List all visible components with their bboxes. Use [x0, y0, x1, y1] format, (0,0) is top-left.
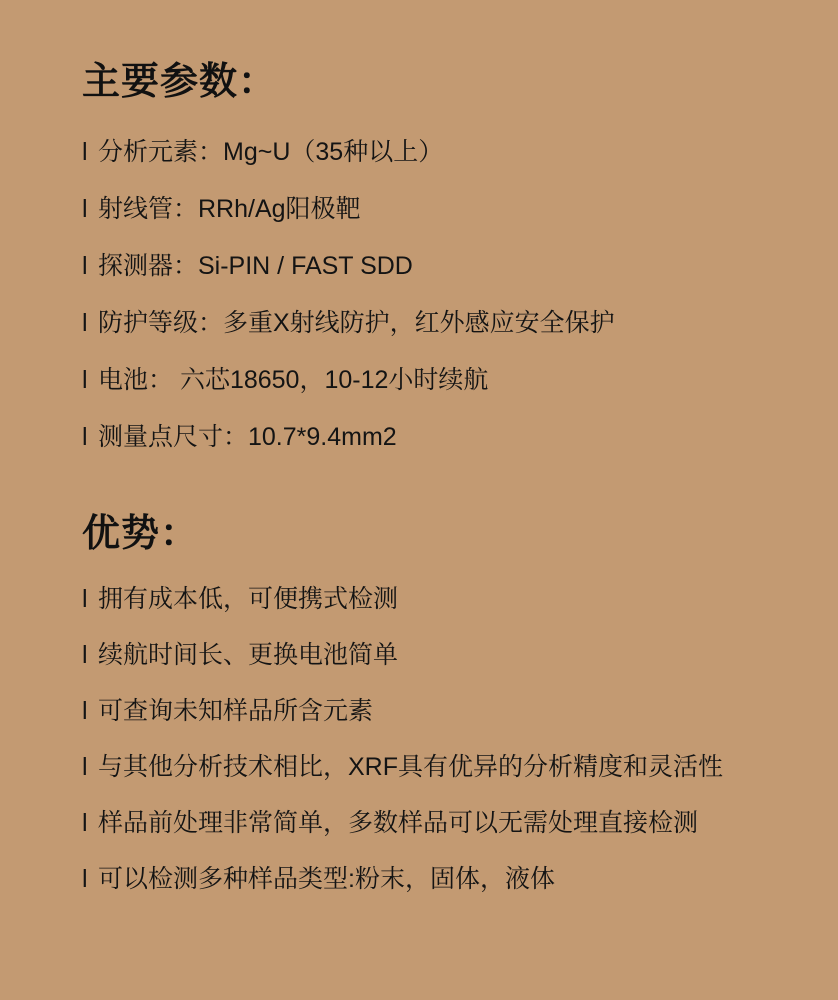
list-item — [82, 137, 778, 166]
bullet-marker-icon: l — [82, 809, 88, 838]
bullet-marker-icon: l — [82, 137, 88, 166]
list-item — [82, 587, 778, 612]
list-item-text: 分析元素：Mg~U（35种以上） — [98, 137, 444, 166]
list-item-text: 探测器：Si-PIN / FAST SDD — [98, 251, 413, 280]
list-item — [82, 308, 778, 337]
list-item-text: 电池： 六芯18650，10-12小时续航 — [98, 365, 489, 394]
list-item — [82, 251, 778, 280]
bullet-marker-icon: l — [82, 585, 88, 614]
list-item-text: 样品前处理非常简单，多数样品可以无需处理直接检测 — [98, 809, 699, 838]
list-item-text: 可查询未知样品所含元素 — [98, 697, 374, 726]
list-item-text: 可以检测多种样品类型:粉末，固体，液体 — [98, 865, 555, 894]
bullet-marker-icon: l — [82, 641, 88, 670]
bullet-marker-icon: l — [82, 697, 88, 726]
list-item — [82, 422, 778, 451]
list-item-text: 拥有成本低，可便携式检测 — [98, 585, 399, 614]
parameters-list — [82, 137, 778, 451]
list-item-text: 射线管：RRh/Ag阳极靶 — [98, 194, 361, 223]
bullet-marker-icon: l — [82, 422, 88, 451]
list-item-text: 与其他分析技术相比，XRF具有优异的分析精度和灵活性 — [98, 753, 724, 782]
list-item — [82, 755, 778, 780]
list-item — [82, 867, 778, 892]
list-item — [82, 194, 778, 223]
section-title-advantages: 优势： — [82, 512, 200, 555]
bullet-marker-icon: l — [82, 753, 88, 782]
bullet-marker-icon: l — [82, 865, 88, 894]
list-item — [82, 365, 778, 394]
list-item — [82, 699, 778, 724]
bullet-marker-icon: l — [82, 308, 88, 337]
list-item-text: 防护等级：多重X射线防护，红外感应安全保护 — [98, 308, 615, 337]
bullet-marker-icon: l — [82, 365, 88, 394]
bullet-marker-icon: l — [82, 251, 88, 280]
list-item — [82, 643, 778, 668]
list-item — [82, 811, 778, 836]
bullet-marker-icon: l — [82, 194, 88, 223]
list-item-text: 续航时间长、更换电池简单 — [98, 641, 399, 670]
section-title-parameters: 主要参数： — [82, 61, 278, 103]
list-item-text: 测量点尺寸：10.7*9.4mm2 — [98, 422, 397, 451]
advantages-list — [82, 587, 778, 892]
